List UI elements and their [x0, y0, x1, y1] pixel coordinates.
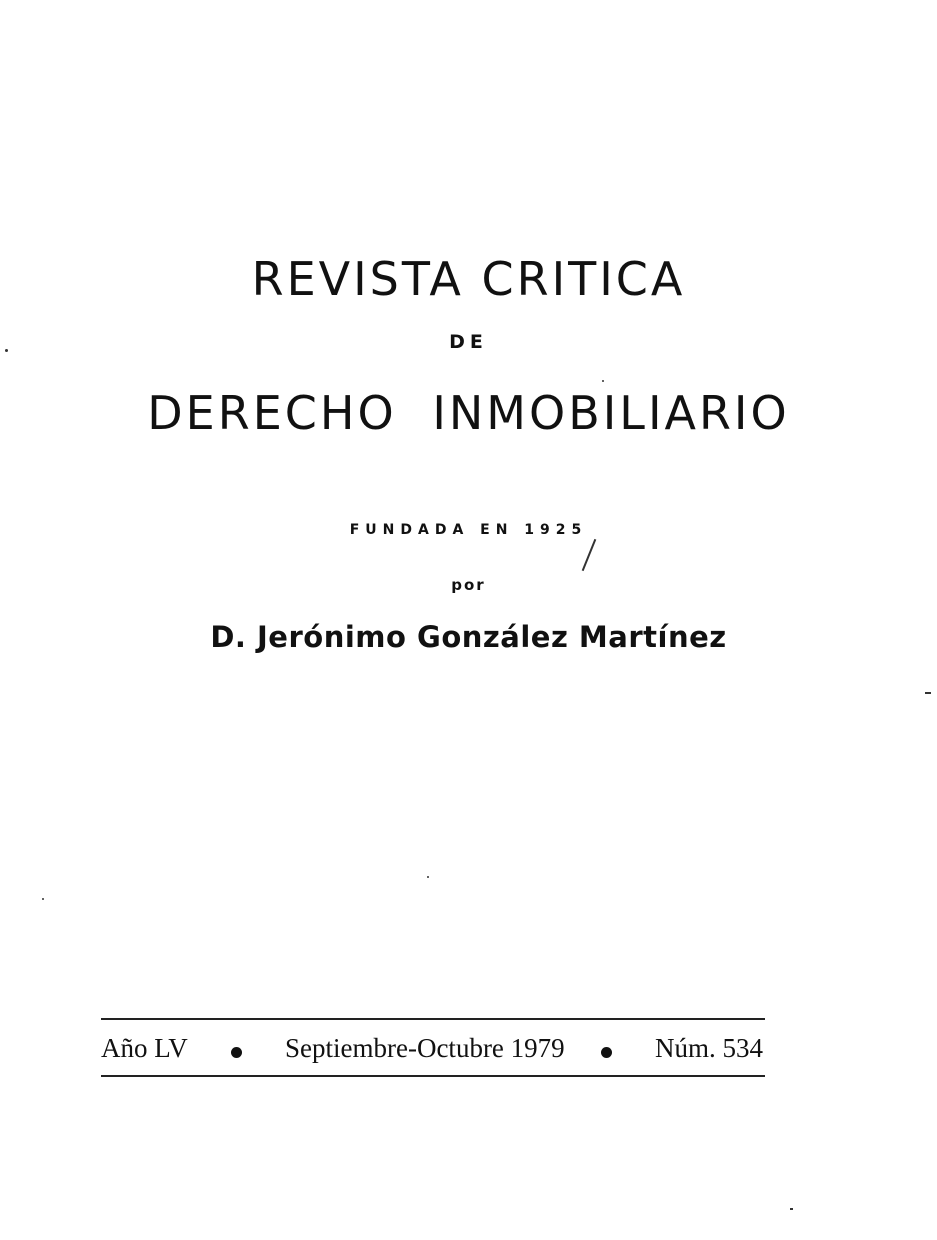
speck-mark [42, 898, 44, 900]
footer-top-rule [101, 1018, 765, 1020]
issue-number: Núm. 534 [655, 1033, 763, 1063]
speck-mark [5, 349, 8, 352]
by-label: por [451, 576, 486, 594]
footer-bottom-rule [101, 1075, 765, 1077]
speck-mark [790, 1208, 793, 1210]
journal-title-line-3: DERECHO INMOBILIARIO [147, 386, 790, 440]
pen-mark [582, 539, 597, 571]
journal-title-line-2: DE [449, 331, 488, 353]
bullet-separator [601, 1047, 612, 1058]
bullet-separator [231, 1047, 242, 1058]
founded-note: FUNDADA EN 1925 [349, 522, 588, 538]
volume-year: Año LV [101, 1033, 188, 1063]
journal-title-line-1: REVISTA CRITICA [251, 252, 686, 306]
speck-mark [602, 380, 604, 382]
speck-mark [427, 876, 429, 878]
speck-mark [925, 692, 931, 694]
issue-period: Septiembre-Octubre 1979 [285, 1033, 565, 1063]
founder-name: D. Jerónimo González Martínez [210, 620, 727, 654]
